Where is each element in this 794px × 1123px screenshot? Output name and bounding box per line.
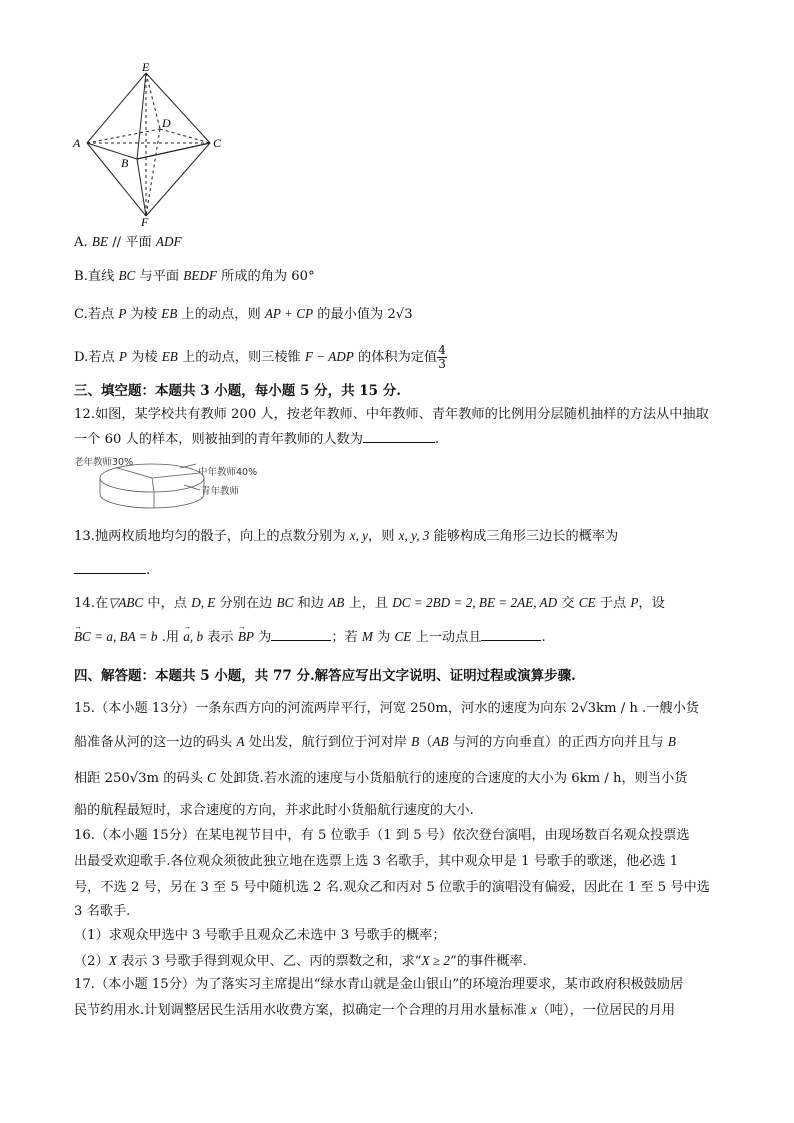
math-var: BC (118, 268, 136, 283)
punctuation: . (146, 563, 151, 578)
option-text: 上的动点，则 (177, 307, 265, 322)
math-vector: → a, b (183, 627, 203, 647)
q13-text: 能够构成三角形三边长的概率为 (429, 529, 619, 544)
math-var: BE (91, 234, 109, 249)
math-var: D, E (191, 595, 216, 610)
legend-mid-teacher: 中年教师40% (198, 467, 258, 478)
q17-text: 民节约用水.计划调整居民生活用水收费方案，拟确定一个合理的月用水量标准 (74, 1003, 531, 1018)
option-text: 为棱 (126, 307, 162, 322)
option-label: D.若点 (74, 350, 119, 365)
option-text: 的体积为定值 (353, 350, 438, 365)
q16-text: 表示 3 号歌手得到观众甲、乙、丙的票数之和，求“ (116, 954, 422, 969)
math-var: BEDF (183, 268, 217, 283)
section3-title: 三、填空题：本题共 3 小题，每小题 5 分，共 15 分. (74, 383, 401, 399)
q11-option-d (74, 342, 447, 373)
math-var: ▽ABC (108, 595, 144, 610)
label-D: D (162, 116, 171, 130)
q15-text: m 的码头 (146, 771, 207, 786)
math-var: A (236, 734, 245, 749)
math-var: P (630, 595, 639, 610)
q14-text: 分别在边 (215, 596, 277, 611)
math-var: AB (432, 734, 449, 749)
answer-blank[interactable] (74, 561, 146, 574)
q15-line4: 船的航程最短时，求合速度的方向，并求此时小货船航行速度的大小. (74, 803, 474, 818)
q17-line1: 17.（本小题 15分）为了落实习主席提出“绿水青山就是金山银山”的环境治理要求，某市政府积极鼓励居 (74, 977, 684, 992)
q14-text: 为 (253, 630, 272, 645)
label-A: A (73, 136, 81, 150)
math-var: x (530, 1002, 537, 1017)
legend-old-teacher: 老年教师30% (74, 457, 134, 468)
option-text: 所成的角为 60° (216, 269, 315, 284)
math-var: P (118, 306, 127, 321)
legend-young-teacher: 青年教师 (201, 486, 240, 497)
q13-text: ，则 (368, 529, 399, 544)
math-var: B (667, 734, 676, 749)
option-text: 的最小值为 2 (313, 307, 396, 322)
label-C: C (213, 136, 222, 150)
q15-line3 (74, 768, 687, 789)
option-text: 与平面 (135, 269, 184, 284)
option-text: 上的动点，则三棱锥 (177, 350, 305, 365)
math-var: x, y, 3 (398, 528, 430, 543)
math-root: √3 (129, 771, 147, 786)
q16-line4: 3 名歌手. (74, 904, 131, 919)
q14-text: 和边 (293, 596, 329, 611)
math-var: X (108, 953, 117, 968)
q12-line1: 12.如图，某学校共有教师 200 人，按老年教师、中年教师、青年教师的比例用分层随机抽样的方法从中抽取 (74, 407, 709, 422)
fraction (437, 344, 447, 371)
q11-option-c (74, 304, 413, 325)
punctuation: . (541, 630, 546, 645)
math-root: √3 (579, 701, 597, 716)
q17-text: （吨），一位居民的月用 (536, 1003, 676, 1018)
label-F: F (141, 215, 149, 228)
q15-text: 15.（本小题 13分）一条东西方向的河流两岸平行，河宽 250m，河水的速度为向东 2 (74, 701, 580, 716)
q15-line1 (74, 699, 699, 719)
math-var: x, y (349, 528, 369, 543)
answer-blank[interactable] (363, 430, 435, 443)
q17-line2 (74, 1000, 675, 1021)
q11-option-a (74, 232, 182, 253)
math-root: √3 (395, 307, 413, 322)
math-var: CE (394, 629, 412, 644)
math-var: P (118, 349, 127, 364)
math-var: C (207, 770, 216, 785)
option-label: B.直线 (74, 269, 119, 284)
math-expr: DC = 2BD = 2, BE = 2AE, AD (392, 595, 558, 610)
q14-text: .用 (157, 630, 184, 645)
octahedron-figure (70, 60, 230, 228)
q16-sub1: （1）求观众甲选中 3 号歌手且观众乙未选中 3 号歌手的概率； (74, 928, 446, 943)
q14-line2 (74, 627, 546, 648)
q14-text: 交 (557, 596, 579, 611)
q14-text: ；若 (331, 630, 362, 645)
math-expr: AP + CP (264, 306, 314, 321)
q14-text: 于点 (595, 596, 631, 611)
math-var: AB (328, 595, 345, 610)
q14-text: 上一动点且 (411, 630, 482, 645)
option-label: A. (74, 235, 92, 250)
q15-text: 与河的方向垂直）的正西方向并且与 (448, 735, 668, 750)
fraction-denominator: 3 (438, 357, 446, 371)
q14-text: ，设 (638, 596, 665, 611)
q13-text: 13.抛两枚质地均匀的骰子，向上的点数分别为 (74, 529, 350, 544)
q14-text: 14.在 (74, 596, 109, 611)
q16-line3: 号，不选 2 号，另在 3 至 5 号中随机选 2 名.观众乙和丙对 5 位歌手的演唱没有偏爱，因此在 1 至 5 号中选 (74, 880, 710, 895)
math-expr: F − ADP (304, 349, 354, 364)
q15-text: 相距 250 (74, 771, 130, 786)
section4-title: 四、解答题：本题共 5 小题，共 77 分.解答应写出文字说明、证明过程或演算步骤. (74, 668, 576, 684)
q14-text: 为 (372, 630, 395, 645)
math-var: EB (161, 306, 178, 321)
q14-line1 (74, 593, 665, 614)
math-vector: → BP (238, 627, 254, 647)
leader-mid (180, 464, 196, 468)
q11-option-b (74, 266, 315, 287)
q16-text: （2） (74, 954, 109, 969)
option-label: C.若点 (74, 307, 119, 322)
fraction-numerator: 4 (438, 343, 446, 357)
option-text: // 平面 (108, 235, 156, 250)
q15-text: 船准备从河的这一边的码头 (74, 735, 237, 750)
q15-text: km / h .一艘小货 (596, 701, 699, 716)
q14-text: 中，点 (143, 596, 192, 611)
label-B: B (121, 156, 129, 170)
q14-text: 上，且 (344, 596, 393, 611)
option-text: 为棱 (126, 350, 162, 365)
punctuation: . (434, 432, 440, 447)
q16-line1: 16.（本小题 15分）在某电视节目中，有 5 位歌手（1 到 5 号）依次登台演唱，由现场数百名观众投票选 (74, 828, 690, 843)
math-var: BC (276, 595, 294, 610)
math-var: M (361, 629, 373, 644)
q16-line2: 出最受欢迎歌手.各位观众须彼此独立地在选票上选 3 名歌手，其中观众甲是 1 号歌手的歌迷，他必选 1 (74, 854, 679, 869)
q12-text: 一个 60 人的样本，则被抽到的青年教师的人数为 (74, 432, 363, 447)
q15-text: 处卸货.若水流的速度与小货船航行的速度的合速度的大小为 6km / h，则当小货 (215, 771, 688, 786)
math-vector: → BC = a, BA = b (74, 627, 158, 647)
label-E: E (142, 60, 150, 74)
q13-line1 (74, 526, 618, 547)
q15-text: 处出发，航行到位于河对岸 (244, 735, 412, 750)
math-expr: X ≥ 2 (421, 953, 450, 968)
answer-blank[interactable] (481, 628, 541, 641)
math-var: CE (578, 595, 596, 610)
q16-sub2 (74, 951, 527, 972)
math-var: EB (161, 349, 178, 364)
answer-blank[interactable] (271, 628, 331, 641)
q14-text: 表示 (203, 630, 238, 645)
q16-text: ”的事件概率. (449, 954, 527, 969)
q15-line2 (74, 732, 676, 753)
math-var: B (411, 734, 420, 749)
q12-line2 (74, 430, 439, 450)
q15-text: （ (419, 735, 433, 750)
math-var: ADF (155, 234, 182, 249)
q13-line2 (74, 561, 150, 581)
